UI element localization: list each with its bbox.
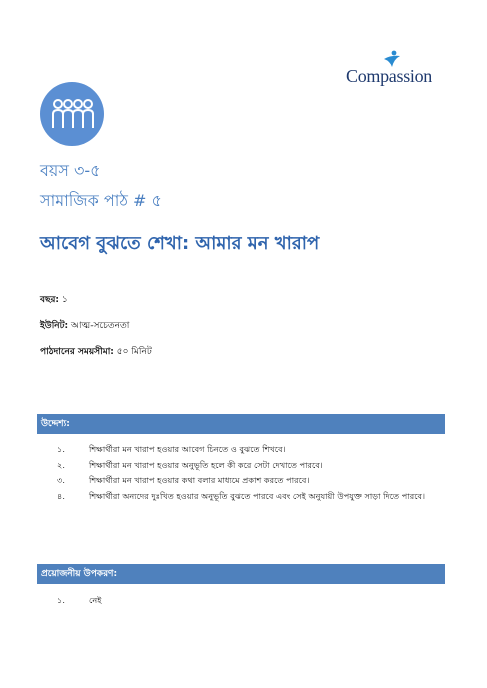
list-item-number: ২. xyxy=(57,459,65,470)
list-item-text: শিক্ষার্থীরা মন খারাপ হওয়ার কথা বলার মাধ্যমে প্রকাশ করতে পারবে। xyxy=(89,475,310,486)
list-item-number: ৪. xyxy=(57,491,65,502)
meta-year-value: ১ xyxy=(61,295,68,305)
list-item-text: শিক্ষার্থীরা মন খারাপ হওয়ার অনুভূতি হলে কী করে সেটা দেখাতে পারবে। xyxy=(89,459,323,470)
list-item-text: শিক্ষার্থীরা অন্যদের দুঃখিত হওয়ার অনুভূতি বুঝতে পারবে এবং সেই অনুযায়ী উপযুক্ত সাড়া দিতে পারবে। xyxy=(89,491,426,502)
list-item xyxy=(37,442,445,458)
list-item-number: ৩. xyxy=(57,475,65,486)
age-range: বয়স ৩-৫ xyxy=(40,161,101,180)
list-item xyxy=(37,458,445,474)
list-item-text: শিক্ষার্থীরা মন খারাপ হওয়ার আবেগ চিনতে ও বুঝতে শিখবে। xyxy=(89,444,286,454)
list-item xyxy=(37,489,445,505)
meta-year xyxy=(40,292,68,307)
meta-year-label: বছর: xyxy=(40,295,60,305)
compassion-logo xyxy=(346,50,446,90)
list-item-number: ১. xyxy=(57,595,65,605)
meta-unit-value: আত্ম-সচেতনতা xyxy=(71,321,130,331)
people-group-icon xyxy=(40,82,104,146)
logo-text: Compassion xyxy=(346,66,433,86)
materials-list xyxy=(37,593,445,609)
list-item xyxy=(37,473,445,489)
meta-duration xyxy=(40,344,152,359)
list-item-number: ১. xyxy=(57,444,65,454)
meta-unit-label: ইউনিট: xyxy=(40,321,69,331)
meta-duration-label: পাঠদানের সময়সীমা: xyxy=(40,347,114,357)
meta-duration-value: ৫০ মিনিট xyxy=(116,347,152,357)
lesson-number: সামাজিক পাঠ # ৫ xyxy=(40,191,162,210)
page-title: আবেগ বুঝতে শেখা: আমার মন খারাপ xyxy=(40,233,320,254)
materials-header: প্রয়োজনীয় উপকরণ: xyxy=(37,564,445,584)
list-item-text: নেই xyxy=(89,595,102,605)
objectives-header: উদ্দেশ্য: xyxy=(37,414,445,434)
meta-unit xyxy=(40,318,129,333)
objectives-list xyxy=(37,442,445,505)
list-item xyxy=(37,593,445,609)
